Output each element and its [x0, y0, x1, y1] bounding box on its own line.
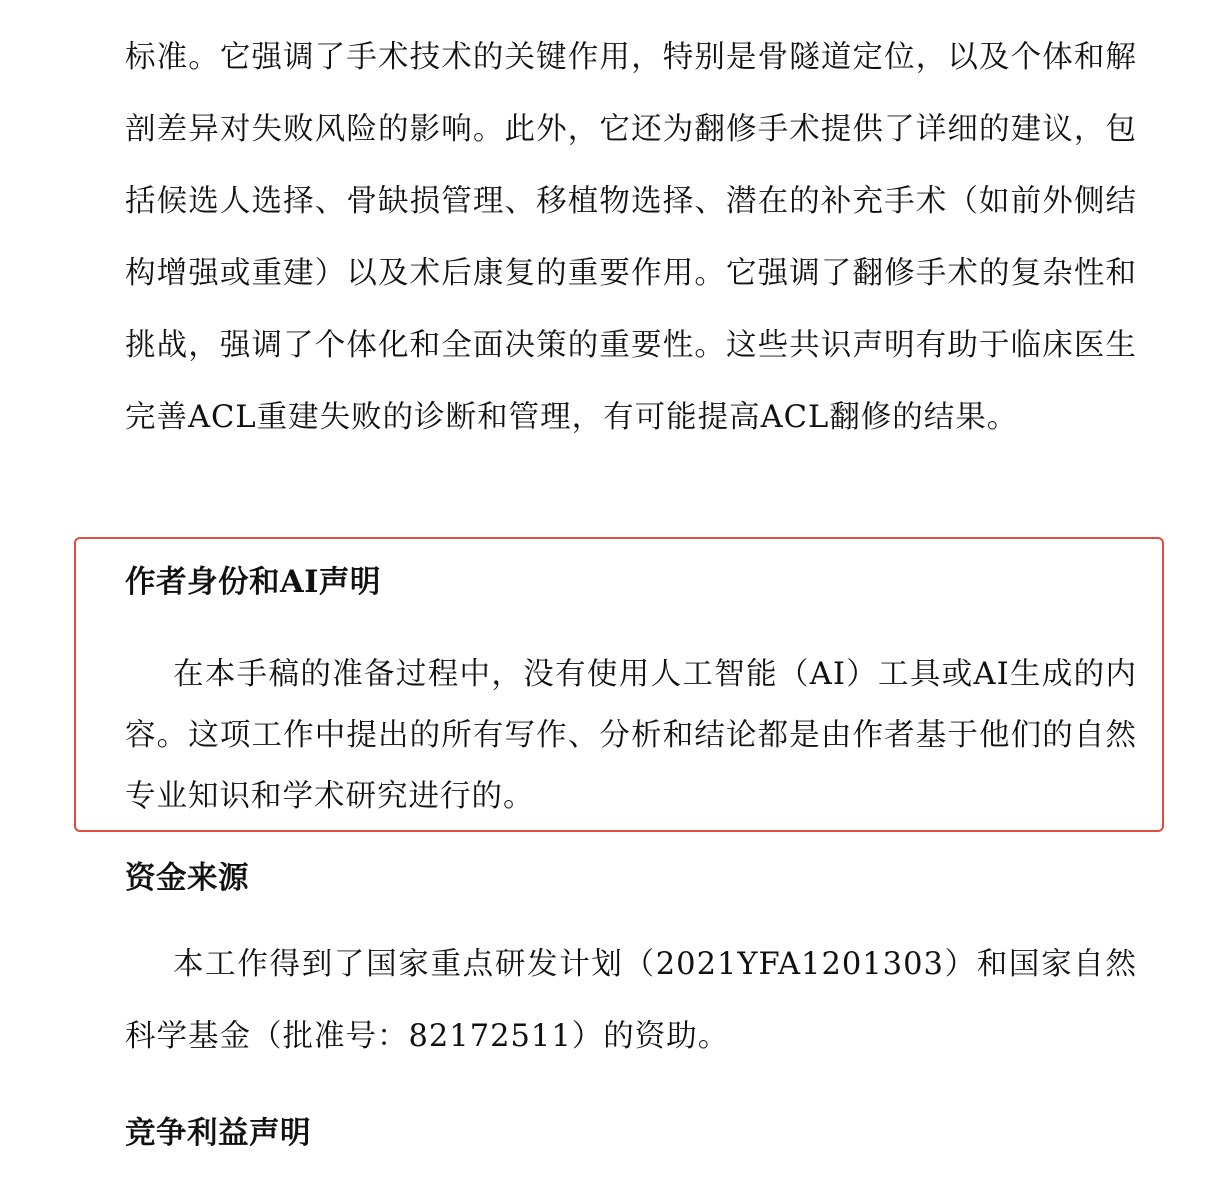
ai-statement-paragraph: 在本手稿的准备过程中，没有使用人工智能（AI）工具或AI生成的内容。这项工作中提出的所有写作、分析和结论都是由作者基于他们的自然专业知识和学术研究进行的。 [125, 657, 1137, 814]
intro-paragraph: 标准。它强调了手术技术的关键作用，特别是骨隧道定位，以及个体和解剖差异对失败风险的影响。此外，它还为翻修手术提供了详细的建议，包括候选人选择、骨缺损管理、移植物选择、潜在的补充手术（如前外侧结构增强或重建）以及术后康复的重要作用。它强调了翻修手术的复杂性和挑战，强调了个体化和全面决策的重要性。这些共识声明有助于临床医生完善ACL重建失败的诊断和管理，有可能提高ACL翻修的结果。 [125, 40, 1137, 435]
competing-interests-heading: 竞争利益声明 [125, 1115, 311, 1151]
funding-paragraph: 本工作得到了国家重点研发计划（2021YFA1201303）和国家自然科学基金（批准号：82172511）的资助。 [125, 947, 1137, 1054]
ai-statement-heading: 作者身份和AI声明 [125, 564, 381, 600]
funding-heading: 资金来源 [125, 860, 249, 896]
